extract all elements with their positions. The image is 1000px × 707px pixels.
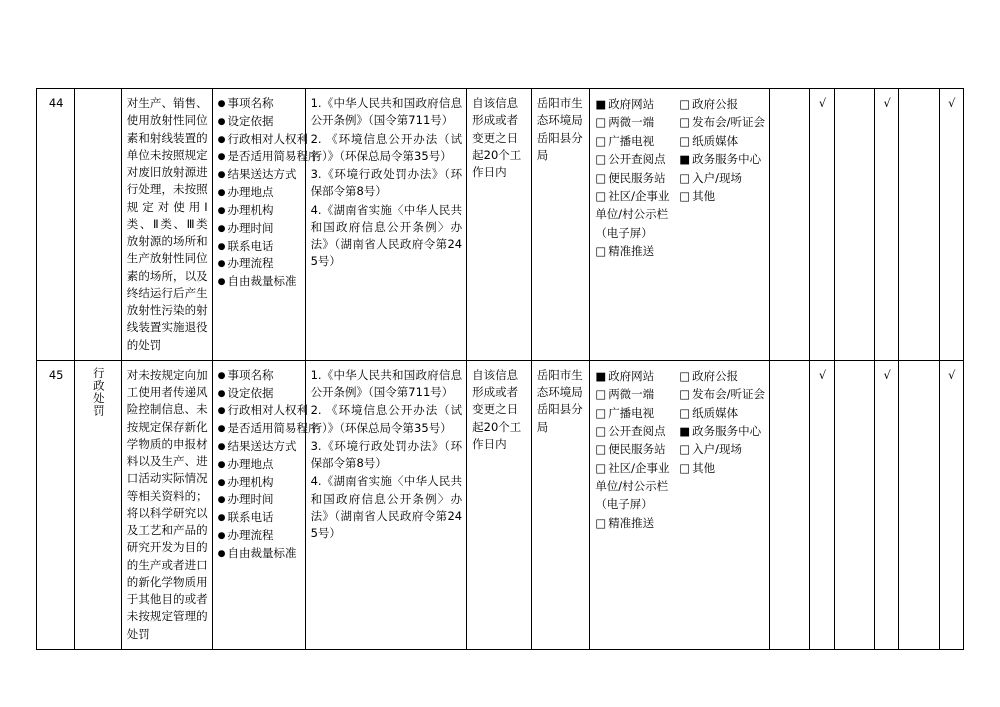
- responsible-unit: [531, 89, 590, 361]
- list-item: ● 结果送达方式: [218, 166, 301, 184]
- mark-cell: [770, 360, 810, 649]
- channel-option[interactable]: ■ 政务服务中心: [679, 422, 765, 440]
- channels-column-left: [595, 367, 673, 533]
- matter-name: [121, 89, 212, 361]
- basis-item: 1.《中华人民共和国政府信息公开条例》（国令第711号）: [310, 367, 463, 399]
- list-item: ● 办理时间: [218, 491, 301, 509]
- channel-option[interactable]: □ 两微一端: [595, 385, 673, 403]
- channel-option[interactable]: □ 入户/现场: [679, 169, 765, 187]
- disclosure-channels: [590, 360, 770, 649]
- mark-cell: √: [810, 360, 834, 649]
- channel-option[interactable]: □ 发布会/听证会: [679, 113, 765, 131]
- channel-option[interactable]: □ 便民服务站: [595, 440, 673, 458]
- row-type: [75, 360, 121, 649]
- list-item: ● 办理地点: [218, 184, 301, 202]
- channel-option[interactable]: □ 广播电视: [595, 404, 673, 422]
- list-item: ● 办理流程: [218, 255, 301, 273]
- list-item: ● 设定依据: [218, 385, 301, 403]
- channel-option[interactable]: ■ 政府网站: [595, 95, 673, 113]
- matter-name-text: 对未按规定向加工使用者传递风险控制信息、未按规定保存新化学物质的申报材料以及生产、进口活动实际情况等相关资料的；将以科学研究以及工艺和产品的研究开发为目的的生产或者进口的新化学物质用于其他目的或者未按规定管理的处罚: [126, 367, 208, 641]
- matter-name: [121, 360, 212, 649]
- channel-option[interactable]: □ 纸质媒体: [679, 132, 765, 150]
- disclosure-elements-list: [218, 95, 320, 291]
- list-item: ● 办理机构: [218, 202, 301, 220]
- responsible-unit-text: 岳阳市生态环境局岳阳县分局: [536, 96, 583, 162]
- mark-cell: [770, 89, 810, 361]
- mark-cell: √: [939, 89, 963, 361]
- channel-option[interactable]: □ 精准推送: [595, 514, 673, 532]
- table-row: [37, 360, 964, 649]
- list-item: ● 联系电话: [218, 238, 301, 256]
- list-item: ● 办理时间: [218, 220, 301, 238]
- row-number: 44: [37, 89, 75, 361]
- list-item: ● 自由裁量标准: [218, 273, 301, 291]
- list-item: ● 办理地点: [218, 456, 301, 474]
- channel-option[interactable]: ■ 政府网站: [595, 367, 673, 385]
- basis-item: 1.《中华人民共和国政府信息公开条例》（国令第711号）: [310, 96, 463, 128]
- row-type: [75, 89, 121, 361]
- basis-item: 2. 《环境信息公开办法（试行）》（环保总局令第35号）: [310, 403, 463, 435]
- disclosure-deadline-text: 自该信息形成或者变更之日起20个工作日内: [472, 367, 522, 451]
- row-number: 45: [37, 360, 75, 649]
- list-item: ● 事项名称: [218, 367, 301, 385]
- channel-option[interactable]: □ 便民服务站: [595, 169, 673, 187]
- matter-name-text: 对生产、销售、使用放射性同位素和射线装置的单位未按照规定对废旧放射源进行处理，未按照规定对使用Ⅰ类、Ⅱ类、Ⅲ类放射源的场所和生产放射性同位素的场所，以及终结运行后产生放射性污染的射线装置实施退役的处罚: [126, 96, 208, 352]
- mark-cell: √: [939, 360, 963, 649]
- legal-basis: [305, 360, 467, 649]
- list-item: ● 结果送达方式: [218, 438, 301, 456]
- channel-option[interactable]: □ 纸质媒体: [679, 404, 765, 422]
- mark-cell: √: [810, 89, 834, 361]
- channels-wrapper: [595, 95, 765, 261]
- disclosure-elements: [212, 360, 320, 649]
- disclosure-catalog-table: [36, 88, 964, 650]
- mark-cell: [899, 360, 939, 649]
- basis-item: 4.《湖南省实施〈中华人民共和国政府信息公开条例〉办法》（湖南省人民政府令第245号）: [310, 474, 463, 540]
- channel-option[interactable]: □ 社区/企事业单位/村公示栏（电子屏）: [595, 187, 673, 242]
- disclosure-deadline-text: 自该信息形成或者变更之日起20个工作日内: [472, 96, 522, 179]
- channel-option[interactable]: ■ 政务服务中心: [679, 150, 765, 168]
- mark-cell: √: [875, 89, 899, 361]
- mark-cell: [834, 89, 874, 361]
- basis-item: 3.《环境行政处罚办法》（环保部令第8号）: [310, 167, 463, 199]
- list-item: ● 办理机构: [218, 474, 301, 492]
- channel-option[interactable]: □ 两微一端: [595, 113, 673, 131]
- channel-option[interactable]: □ 精准推送: [595, 242, 673, 260]
- responsible-unit: [531, 360, 590, 649]
- list-item: ● 事项名称: [218, 95, 301, 113]
- channel-option[interactable]: □ 社区/企事业单位/村公示栏（电子屏）: [595, 459, 673, 514]
- disclosure-deadline: [467, 89, 532, 361]
- table-row: [37, 89, 964, 361]
- disclosure-elements-list: [218, 367, 320, 563]
- channels-column-left: [595, 95, 673, 261]
- mark-cell: [834, 360, 874, 649]
- channel-option[interactable]: □ 入户/现场: [679, 440, 765, 458]
- row-type-label: 行政处罚: [91, 366, 106, 417]
- channels-column-right: [679, 95, 765, 261]
- channel-option[interactable]: □ 其他: [679, 459, 765, 477]
- channel-option[interactable]: □ 广播电视: [595, 132, 673, 150]
- responsible-unit-text: 岳阳市生态环境局岳阳县分局: [536, 367, 583, 434]
- list-item: ● 联系电话: [218, 509, 301, 527]
- channel-option[interactable]: □ 公开查阅点: [595, 422, 673, 440]
- basis-item: 3.《环境行政处罚办法》（环保部令第8号）: [310, 438, 463, 470]
- list-item: ● 是否适用简易程序: [218, 148, 301, 166]
- list-item: ● 办理流程: [218, 527, 301, 545]
- list-item: ● 行政相对人权利: [218, 131, 301, 149]
- channels-wrapper: [595, 367, 765, 533]
- channel-option[interactable]: □ 政府公报: [679, 95, 765, 113]
- basis-item: 4.《湖南省实施〈中华人民共和国政府信息公开条例〉办法》（湖南省人民政府令第245号）: [310, 202, 463, 269]
- legal-basis-text: [311, 95, 463, 271]
- mark-cell: [899, 89, 939, 361]
- list-item: ● 是否适用简易程序: [218, 420, 301, 438]
- basis-item: 2. 《环境信息公开办法（试行）》（环保总局令第35号）: [310, 131, 463, 163]
- channel-option[interactable]: □ 发布会/听证会: [679, 385, 765, 403]
- channels-column-right: [679, 367, 765, 533]
- mark-cell: √: [875, 360, 899, 649]
- list-item: ● 自由裁量标准: [218, 545, 301, 563]
- legal-basis: [305, 89, 467, 361]
- channel-option[interactable]: □ 政府公报: [679, 367, 765, 385]
- legal-basis-text: [311, 367, 463, 543]
- list-item: ● 设定依据: [218, 113, 301, 131]
- list-item: ● 行政相对人权利: [218, 402, 301, 420]
- disclosure-elements: [212, 89, 320, 361]
- disclosure-deadline: [467, 360, 532, 649]
- channel-option[interactable]: □ 公开查阅点: [595, 150, 673, 168]
- disclosure-channels: [590, 89, 770, 361]
- channel-option[interactable]: □ 其他: [679, 187, 765, 205]
